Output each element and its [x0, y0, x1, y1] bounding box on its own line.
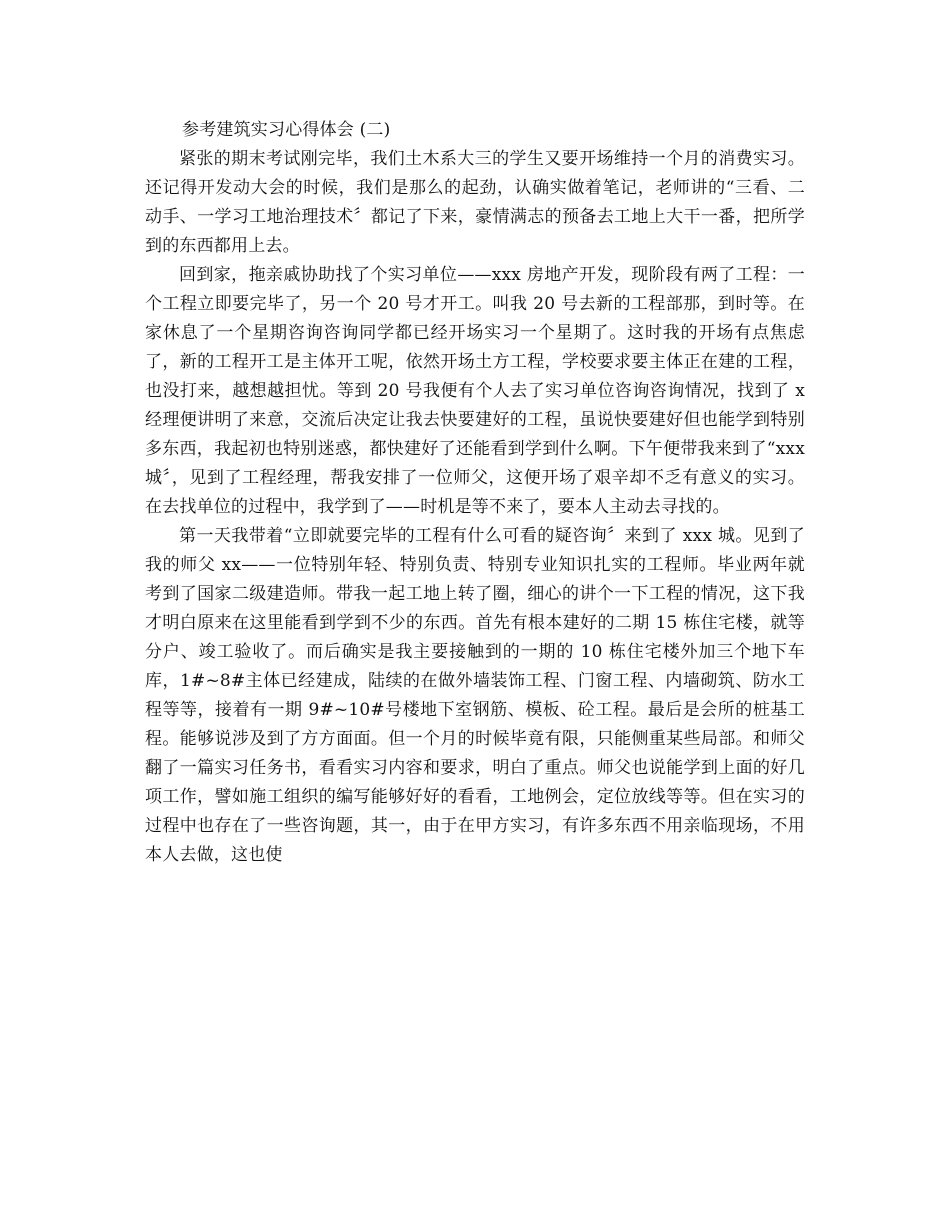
- document-title: 参考建筑实习心得体会 (二): [182, 120, 391, 140]
- paragraph-3: 第一天我带着“立即就要完毕的工程有什么可看的疑咨询〞来到了 xxx 城。见到了我的师父 xx——一位特别年轻、特别负责、特别专业知识扎实的工程师。毕业两年就考到了国家二级建造师。带我一起工地上转了圈，细心的讲个一下工程的情况，这下我才明白原来在这里能看到学到不少的东西。首先有根本建好的二期 15 栋住宅楼，就等分户、竣工验收了。而后确实是我主要接触到的一期的 10 栋住宅楼外加三个地下车库，1#~8#主体已经建成，陆续的在做外墙装饰工程、门窗工程、内墙砌筑、防水工程等等，接着有一期 9#~10#号楼地下室钢筋、模板、砼工程。最后是会所的桩基工程。能够说涉及到了方方面面。但一个月的时候毕竟有限，只能侧重某些局部。和师父翻了一篇实习任务书，看看实习内容和要求，明白了重点。师父也说能学到上面的好几项工作，譬如施工组织的编写能够好好的看看，工地例会，定位放线等等。但在实习的过程中也存在了一些咨询题，其一，由于在甲方实习，有许多东西不用亲临现场，不用本人去做，这也使: [145, 526, 805, 865]
- document-body: [145, 116, 805, 870]
- paragraph-1: 紧张的期末考试刚完毕，我们土木系大三的学生又要开场维持一个月的消费实习。还记得开发动大会的时候，我们是那么的起劲，认确实做着笔记，老师讲的“三看、二动手、一学习工地治理技术〞都记了下来，豪情满志的预备去工地上大干一番，把所学到的东西都用上去。: [145, 149, 805, 256]
- paragraph-2: 回到家，拖亲戚协助找了个实习单位——xxx 房地产开发，现阶段有两了工程：一个工程立即要完毕了，另一个 20 号才开工。叫我 20 号去新的工程部那，到时等。在家休息了一个星期咨询咨询同学都已经开场实习一个星期了。这时我的开场有点焦虑了，新的工程开工是主体开工呢，依然开场土方工程，学校要求要主体正在建的工程，也没打来，越想越担忧。等到 20 号我便有个人去了实习单位咨询咨询情况，找到了 x 经理便讲明了来意，交流后决定让我去快要建好的工程，虽说快要建好但也能学到特别多东西，我起初也特别迷惑，都快建好了还能看到学到什么啊。下午便带我来到了“xxx 城〞，见到了工程经理，帮我安排了一位师父，这便开场了艰辛却不乏有意义的实习。在去找单位的过程中，我学到了——时机是等不来了，要本人主动去寻找的。: [145, 265, 805, 517]
